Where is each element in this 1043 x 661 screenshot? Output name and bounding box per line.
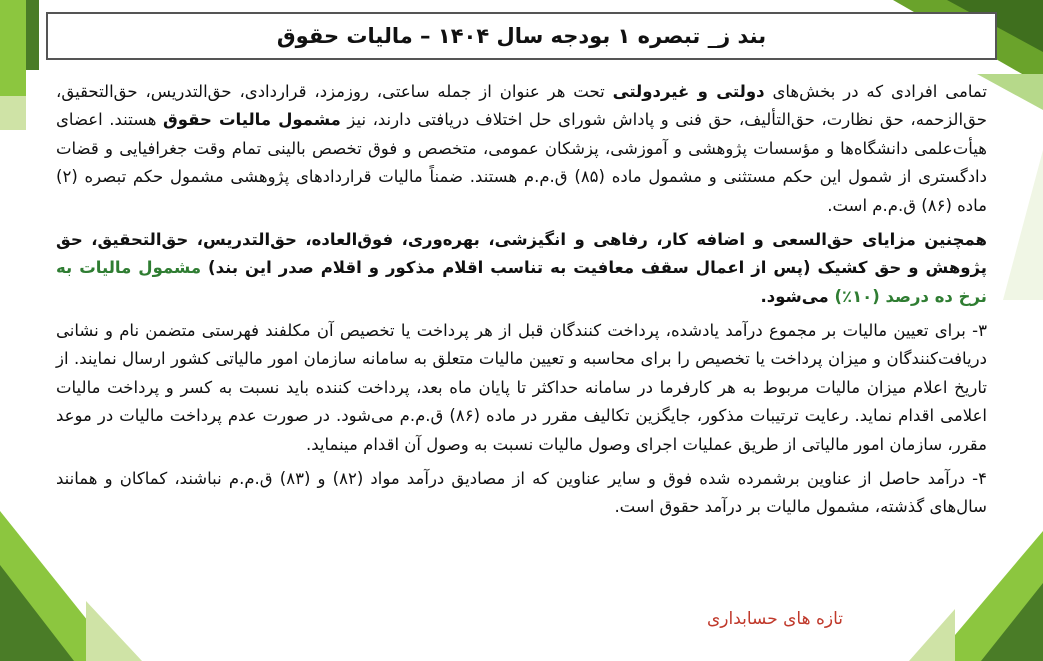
decoration-top-left-bar-light (0, 0, 26, 96)
paragraph-4: ۴- درآمد حاصل از عناوین برشمرده شده فوق و سایر عناوین که از مصادیق درآمد مواد (۸۲) و (۸۳) ق.م.م نباشند، کماکان و همانند سال‌های گذشته، مشمول مالیات بر درآمد حقوق است. (56, 468, 987, 517)
paragraph-1-segment-3: هستند. اعضای هیأت‌علمی دانشگاه‌ها و مؤسسات پژوهشی و آموزشی، پزشکان عمومی، متخصص و فوق تخصص بالینی تمام وقت جغرافیایی و قضات دادگستری از شمول این حکم مستثنی و مشمول ماده (۸۵) ق.م.م هستند. ضمناً مالیات قراردادهای پژوهشی مشمول حکم تبصره (۲) ماده (۸۶) ق.م.م است. (56, 110, 987, 215)
decoration-bottom-left-triangle-dark (0, 565, 74, 661)
paragraph-3: ۳- برای تعیین مالیات بر مجموع درآمد یادشده، پرداخت کنندگان قبل از هر پرداخت یا تخصیص آن مکلفند فهرستی متضمن نام و نشانی دریافت‌کنندگان و میزان پرداخت یا تخصیص را برای محاسبه و تعیین مالیات متعلق به سامانه سازمان امور مالیاتی کشور ارسال نمایند. از تاریخ اعلام میزان مالیات مربوط به هر کارفرما در سامانه حداکثر تا پایان ماه بعد، پرداخت کننده باید نسبت به کسر و پرداخت مالیات اعلامی اقدام نماید. رعایت ترتیبات مذکور، جایگزین تکالیف مقرر در ماده (۸۶) ق.م.م می‌شود. در صورت عدم پرداخت مالیات در موعد مقرر، سازمان امور مالیاتی از طریق عملیات اجرای وصول مالیات نسبت به وصول آن اقدام مینماید. (56, 321, 987, 454)
decoration-bottom-right-triangle-light (933, 531, 1043, 661)
paragraph-1-segment-1: تمامی افرادی که در بخش‌های (764, 82, 988, 101)
document-body (56, 78, 987, 528)
page-title: بند ز_ تبصره ۱ بودجه سال ۱۴۰۴ – مالیات حقوق (276, 24, 767, 48)
decoration-top-left-bar-dark (26, 0, 39, 70)
paragraph-1 (56, 78, 987, 220)
decoration-bottom-left-triangle-light (0, 511, 120, 661)
paragraph-2-highlight: مشمول مالیات به نرخ ده درصد (۱۰٪) (56, 258, 987, 306)
page-title-box (46, 12, 997, 60)
decoration-bottom-right-triangle-dark (981, 583, 1043, 661)
paragraph-2-segment-2: می‌شود. (760, 286, 835, 306)
paragraph-1-segment-2: تحت هر عنوان از جمله ساعتی، روزمزد، قراردادی، حق‌التدریس، حق‌التحقیق، حق‌الزحمه، حق نظارت، حق‌التألیف، حق فنی و پاداش شورای حل اختلاف دریافتی دارند، نیز (56, 82, 987, 130)
paragraph-2 (56, 226, 987, 311)
paragraph-2-segment-1: همچنین مزایای حق‌السعی و اضافه کار، رفاهی و انگیزشی، بهره‌وری، فوق‌العاده، حق‌التدریس، حق‌التحقیق، حق پژوهش و حق کشیک (پس از اعمال سقف معافیت به تناسب اقلام مذکور و اقلام صدر این بند) (56, 229, 987, 278)
footer-watermark: تازه های حسابداری (706, 609, 843, 629)
decoration-bottom-right-triangle-pale (909, 609, 955, 661)
decoration-right-middle-sliver (1003, 150, 1043, 300)
paragraph-1-bold-2: مشمول مالیات حقوق (163, 110, 341, 130)
decoration-bottom-left-triangle-pale (86, 601, 142, 661)
paragraph-1-bold-1: دولتی و غیردولتی (612, 82, 765, 101)
decoration-top-left-bar-pale (0, 96, 26, 130)
